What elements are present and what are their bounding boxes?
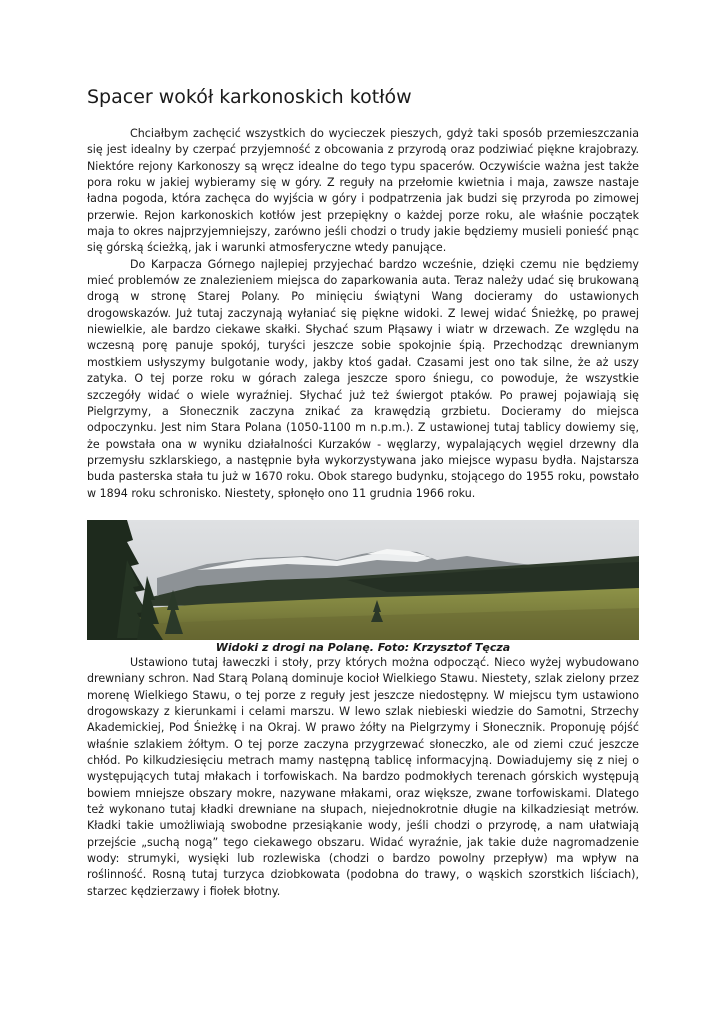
article-body-bottom	[87, 655, 639, 900]
paragraph-2: Do Karpacza Górnego najlepiej przyjechać bardzo wcześnie, dzięki czemu nie będziemy mieć problemów ze znalezieniem miejsca do zaparkowania auta. Teraz należy udać się brukowaną drogą w stronę Starej Polany. Po minięciu świątyni Wang docieramy do ustawionych drogowskazów. Już tutaj zaczynają wyłaniać się piękne widoki. Z lewej widać Śnieżkę, po prawej niewielkie, ale bardzo ciekawe skałki. Słychać szum Płąsawy i wiatr w drzewach. Ze względu na wczesną porę panuje spokój, turyści jeszcze sobie spokojnie śpią. Przechodząc drewnianym mostkiem usłyszymy bulgotanie wody, jakby ktoś gadał. Czasami jest ono tak silne, że aż uszy zatyka. O tej porze roku w górach zalega jeszcze sporo śniegu, co powoduje, że wszystkie szczegóły widać o wiele wyraźniej. Słychać już też świergot ptaków. Po prawej pojawiają się Pielgrzymy, a Słonecznik zaczyna znikać za krawędzią grzbietu. Docieramy do miejsca odpoczynku. Jest nim Stara Polana (1050-1100 m n.p.m.). Z ustawionej tutaj tablicy dowiemy się, że powstała ona w wyniku działalności Kurzaków - węglarzy, wypalających węgiel drzewny dla przemysłu szklarskiego, a następnie była wykorzystywana jako miejsce wypasu bydła. Najstarsza buda pasterska stała tu już w 1670 roku. Obok starego budynku, stojącego do 1955 roku, powstało w 1894 roku schronisko. Niestety, spłonęło ono 11 grudnia 1966 roku.	[87, 257, 639, 500]
article-title: Spacer wokół karkonoskich kotłów	[87, 86, 412, 108]
paragraph-3: Ustawiono tutaj ławeczki i stoły, przy których można odpocząć. Nieco wyżej wybudowano drewniany schron. Nad Starą Polaną dominuje kocioł Wielkiego Stawu. Niestety, szlak zielony przez morenę Wielkiego Stawu, o tej porze z reguły jest jeszcze niedostępny. W miejscu tym ustawiono drogowskazy z kierunkami i celami marszu. W lewo szlak niebieski wiedzie do Samotni, Strzechy Akademickiej, Pod Śnieżkę i na Okraj. W prawo żółty na Pielgrzymy i Słonecznik. Proponuję pójść właśnie szlakiem żółtym. O tej porze zaczyna przygrzewać słoneczko, ale od ziemi czuć jeszcze chłód. Po kilkudziesięciu metrach mamy następną tablicę informacyjną. Dowiadujemy się z niej o występujących tutaj młakach i torfowiskach. Na bardzo podmokłych terenach górskich występują bowiem mniejsze obszary mokre, nazywane młakami, oraz większe, zwane torfowiskami. Dlatego też wykonano tutaj kładki drewniane na słupach, niejednokrotnie długie na kilkadziesiąt metrów. Kładki takie umożliwiają swobodne przesiąkanie wody, jeśli chodzi o przyrodę, a nam ułatwiają przejście „suchą nogą” tego ciekawego obszaru. Widać wyraźnie, jak takie duże nagromadzenie wody: strumyki, wysięki lub rozlewiska (chodzi o bardzo powolny przepływ) ma wpływ na roślinność. Rosną tutaj turzyca dziobkowata (podobna do trawy, o wąskich szorstkich liściach), starzec kędzierzawy i fiołek błotny.	[87, 656, 639, 898]
photo-caption: Widoki z drogi na Polanę. Foto: Krzysztof Tęcza	[215, 641, 511, 654]
paragraph-1: Chciałbym zachęcić wszystkich do wycieczek pieszych, gdyż taki sposób przemieszczania się jest idealny by czerpać przyjemność z obcowania z przyrodą oraz podziwiać piękne krajobrazy. Niektóre rejony Karkonoszy są wręcz idealne do tego typu spacerów. Oczywiście ważna jest także pora roku w jakiej wybieramy się w góry. Z reguły na przełomie kwietnia i maja, zawsze nastaje ładna pogoda, która zachęca do wyjścia w góry i podpatrzenia jak budzi się przyroda po zimowej przerwie. Rejon karkonoskich kotłów jest przepiękny o każdej porze roku, ale właśnie początek maja to okres najprzyjemniejszy, zarówno jeśli chodzi o trudy jakie będziemy musieli ponieść pnąc się górską ścieżką, jak i warunki atmosferyczne wtedy panujące.	[87, 127, 639, 255]
landscape-photo	[87, 520, 639, 640]
article-body-top	[87, 126, 639, 502]
